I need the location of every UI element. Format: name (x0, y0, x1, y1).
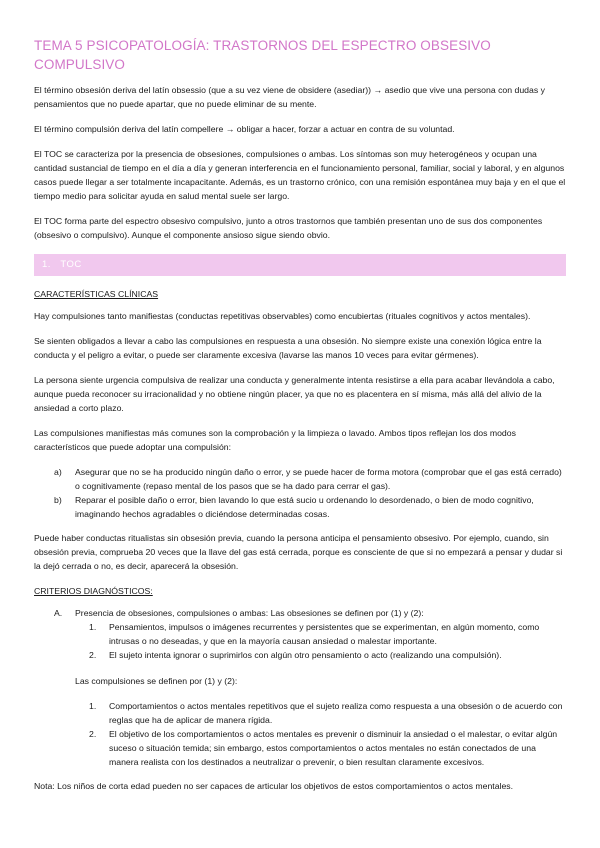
list-marker: 2. (89, 729, 97, 739)
list-marker: b) (54, 495, 62, 505)
clinical-heading: CARACTERÍSTICAS CLÍNICAS (34, 289, 159, 299)
list-item (34, 465, 566, 493)
list-item (34, 699, 566, 727)
section-number: 1. (42, 259, 51, 270)
list-marker: a) (54, 467, 62, 477)
page-title: TEMA 5 PSICOPATOLOGÍA: TRASTORNOS DEL ESPECTRO OBSESIVO COMPULSIVO (34, 38, 491, 72)
compulsions-list (34, 699, 566, 769)
criterion-a (34, 606, 566, 620)
list-text: El objetivo de los comportamientos o actos mentales es prevenir o disminuir la ansiedad o el malestar, o evitar algún suceso o situación temida; sin embargo, estos comportamientos o actos mentales no están conectados de una manera realista con los destinados a neutralizar o prevenir, o bien resultan claramente excesivos. (109, 729, 558, 767)
list-text: Asegurar que no se ha producido ningún daño o error, y se puede hacer de forma motora (comprobar que el gas está cerrado) o cognitivamente (repaso mental de los pasos que se ha dado para cerrar el gas). (75, 467, 562, 491)
section-label: TOC (60, 259, 82, 270)
intro-paragraph-1: El término obsesión deriva del latín obsessio (que a su vez viene de obsidere (asediar)) → asedio que vive una persona con dudas y pensamientos que no puede apartar, que no puede eliminar de su mente. (34, 85, 545, 109)
list-marker: 1. (89, 701, 97, 711)
list-text: El sujeto intenta ignorar o suprimirlos con algún otro pensamiento o acto (realizando una compulsión). (109, 650, 502, 660)
list-text: Pensamientos, impulsos o imágenes recurrentes y persistentes que se experimentan, en algún momento, como intrusas o no deseadas, y que en la mayoría causan ansiedad o malestar importante. (109, 622, 540, 646)
list-marker: 2. (89, 650, 97, 660)
list-item (34, 727, 566, 769)
diagnostic-note: Nota: Los niños de corta edad pueden no ser capaces de articular los objetivos de estos comportamientos o actos mentales. (34, 781, 514, 791)
criterion-text: Presencia de obsesiones, compulsiones o ambas: Las obsesiones se definen por (1) y (2): (75, 608, 424, 618)
clinical-closing-paragraph: Puede haber conductas ritualistas sin obsesión previa, cuando la persona anticipa el pensamiento obsesivo. Por ejemplo, cuando, sin obsesión previa, comprueba 20 veces que la llave del gas está cerrada, porque es consciente de que si no empezará a pensar y dudar si la dejó cerrada o no, es decir, aparecerá la obsesión. (34, 533, 563, 571)
list-item (34, 620, 566, 648)
compulsions-intro: Las compulsiones se definen por (1) y (2): (75, 676, 238, 686)
list-text: Reparar el posible daño o error, bien lavando lo que está sucio u ordenando lo desordenado, o bien de modo cognitivo, imaginando hechos agradables o diciéndose determinadas cosas. (75, 495, 534, 519)
list-item (34, 493, 566, 521)
clinical-paragraph-2: Se sienten obligados a llevar a cabo las compulsiones en respuesta a una obsesión. No siempre existe una conexión lógica entre la conducta y el peligro a evitar, o puede ser claramente excesiva (lavarse las manos 10 veces para evitar gérmenes). (34, 336, 542, 360)
section-heading-toc (34, 254, 566, 276)
clinical-paragraph-1: Hay compulsiones tanto manifiestas (conductas repetitivas observables) como encubiertas (rituales cognitivos y actos mentales). (34, 311, 531, 321)
obsessions-list (34, 620, 566, 662)
compulsion-modes-list (34, 465, 566, 521)
intro-paragraph-2: El término compulsión deriva del latín compellere → obligar a hacer, forzar a actuar en contra de su voluntad. (34, 124, 455, 134)
clinical-paragraph-3: La persona siente urgencia compulsiva de realizar una conducta y generalmente intenta resistirse a ella para acabar llevándola a cabo, aunque pueda reconocer su irracionalidad y no obtiene ningún placer, ya que no es placentera en sí misma, más allá del alivio de la ansiedad a corto plazo. (34, 375, 555, 413)
criterion-marker: A. (54, 608, 63, 618)
clinical-paragraph-4: Las compulsiones manifiestas más comunes son la comprobación y la limpieza o lavado. Ambos tipos reflejan los dos modos característicos que puede adoptar una compulsión: (34, 428, 516, 452)
intro-paragraph-4: El TOC forma parte del espectro obsesivo compulsivo, junto a otros trastornos que también presentan uno de sus dos componentes (obsesivo o compulsivo). Aunque el componente ansioso sigue siendo obvio. (34, 216, 543, 240)
list-marker: 1. (89, 622, 97, 632)
intro-paragraph-3: El TOC se caracteriza por la presencia de obsesiones, compulsiones o ambas. Los síntomas son muy heterogéneos y ocupan una cantidad sustancial de tiempo en el día a día y generan interferencia en el funcionamiento personal, familiar, social y laboral, y en algunos casos puede llegar a ser totalmente incapacitante. Además, es un trastorno crónico, con una remisión espontánea muy baja y en el que el tiempo medio para solicitar ayuda en salud mental suele ser largo. (34, 149, 566, 201)
list-text: Comportamientos o actos mentales repetitivos que el sujeto realiza como respuesta a una obsesión o de acuerdo con reglas que ha de aplicar de manera rígida. (109, 701, 563, 725)
diagnostic-heading: CRITERIOS DIAGNÓSTICOS: (34, 586, 153, 596)
list-item (34, 648, 566, 662)
